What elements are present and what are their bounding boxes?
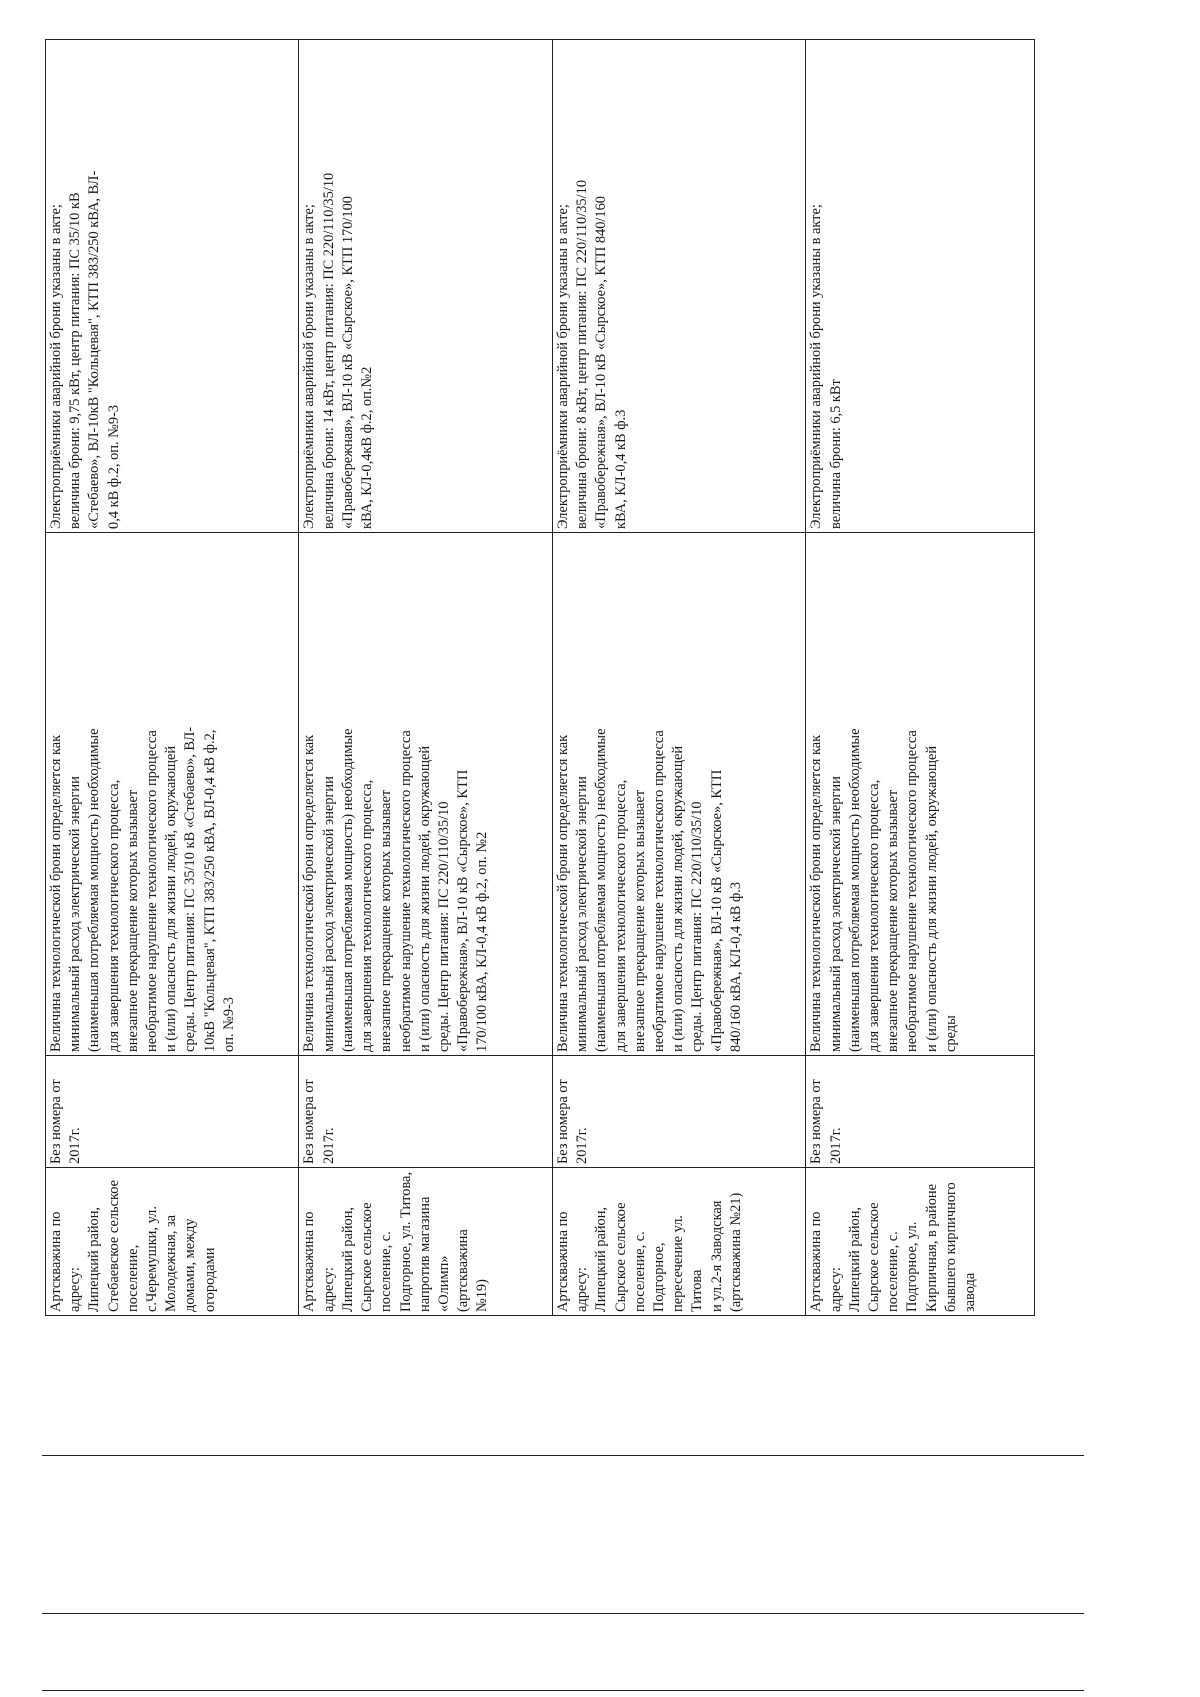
tech-reserve-cell: Величина технологической брони определяется как минимальный расход электрической энергии (наименьшая потребляемая мощность) необходимые для завершения технологического процесса, внезапное прекращение которых вызывает необратимое нарушение технологического процесса и (или) опасность для жизни людей, окружающей среды. Центр питания: ПС 35/10 кВ «Стебаево», ВЛ- 10кВ "Кольцевая", КТП 383/250 кВА, ВЛ-0,4 кВ ф.2, оп. №9-3 bbox=[46, 533, 299, 1056]
separator-line bbox=[42, 1613, 1084, 1614]
emergency-reserve-cell: Электроприёмники аварийной брони указаны в акте; величина брони: 14 кВт, центр питания: ПС 220/110/35/10 «Правобережная», ВЛ-10 кВ «Сырское», КТП 170/100 кВА, КЛ-0,4кВ ф.2, оп.№2 bbox=[299, 40, 552, 533]
emergency-reserve-cell: Электроприёмники аварийной брони указаны в акте; величина брони: 8 кВт, центр питания: ПС 220/110/35/10 «Правобережная», ВЛ-10 кВ «Сырское», КТП 840/160 кВА, КЛ-0,4 кВ ф.3 bbox=[552, 40, 805, 533]
table-row bbox=[46, 40, 299, 1316]
separator-line bbox=[42, 1455, 1084, 1456]
address-cell: Артскважина по адресу: Липецкий район, Сырское сельское поселение, с. Подгорное, ул. Титова, напротив магазина «Олимп» (артскважина №19) bbox=[299, 1168, 552, 1316]
tech-reserve-cell: Величина технологической брони определяется как минимальный расход электрической энергии (наименьшая потребляемая мощность) необходимые для завершения технологического процесса, внезапное прекращение которых вызывает необратимое нарушение технологического процесса и (или) опасность для жизни людей, окружающей среды. Центр питания: ПС 220/110/35/10 «Правобережная», ВЛ-10 кВ «Сырское», КТП 170/100 кВА, КЛ-0,4 кВ ф.2, оп. №2 bbox=[299, 533, 552, 1056]
act-number-cell: Без номера от 2017г. bbox=[552, 1056, 805, 1168]
table-row bbox=[806, 40, 1035, 1316]
act-number-cell: Без номера от 2017г. bbox=[806, 1056, 1035, 1168]
address-cell: Артскважина по адресу: Липецкий район, Сырское сельское поселение, с. Подгорное, ул. Кирпичная, в районе бывшего кирпичного завода bbox=[806, 1168, 1035, 1316]
rotated-table-container bbox=[45, 40, 1035, 1316]
tech-reserve-cell: Величина технологической брони определяется как минимальный расход электрической энергии (наименьшая потребляемая мощность) необходимые для завершения технологического процесса, внезапное прекращение которых вызывает необратимое нарушение технологического процесса и (или) опасность для жизни людей, окружающей среды bbox=[806, 533, 1035, 1056]
address-cell: Артскважина по адресу: Липецкий район, Стебаевское сельское поселение, с.Черемушки, ул. Молодежная, за домами, между огородами bbox=[46, 1168, 299, 1316]
emergency-reserve-cell: Электроприёмники аварийной брони указаны в акте; величина брони: 9,75 кВт, центр питания: ПС 35/10 кВ «Стебаево», ВЛ-10кВ "Кольцевая", КТП 383/250 кВА, ВЛ- 0,4 кВ ф.2, оп. №9-3 bbox=[46, 40, 299, 533]
act-number-cell: Без номера от 2017г. bbox=[46, 1056, 299, 1168]
tech-reserve-cell: Величина технологической брони определяется как минимальный расход электрической энергии (наименьшая потребляемая мощность) необходимые для завершения технологического процесса, внезапное прекращение которых вызывает необратимое нарушение технологического процесса и (или) опасность для жизни людей, окружающей среды. Центр питания: ПС 220/110/35/10 «Правобережная», ВЛ-10 кВ «Сырское», КТП 840/160 кВА, КЛ-0,4 кВ ф.3 bbox=[552, 533, 805, 1056]
emergency-reserve-cell: Электроприёмники аварийной брони указаны в акте; величина брони: 6,5 кВт bbox=[806, 40, 1035, 533]
table-row bbox=[299, 40, 552, 1316]
address-cell: Артскважина по адресу: Липецкий район, Сырское сельское поселение, с. Подгорное, пересечение ул. Титова и ул.2-я Заводская (артскважина №21) bbox=[552, 1168, 805, 1316]
act-number-cell: Без номера от 2017г. bbox=[299, 1056, 552, 1168]
table-row bbox=[552, 40, 805, 1316]
separator-line bbox=[42, 1690, 1084, 1691]
power-reserve-table bbox=[45, 39, 1035, 1316]
